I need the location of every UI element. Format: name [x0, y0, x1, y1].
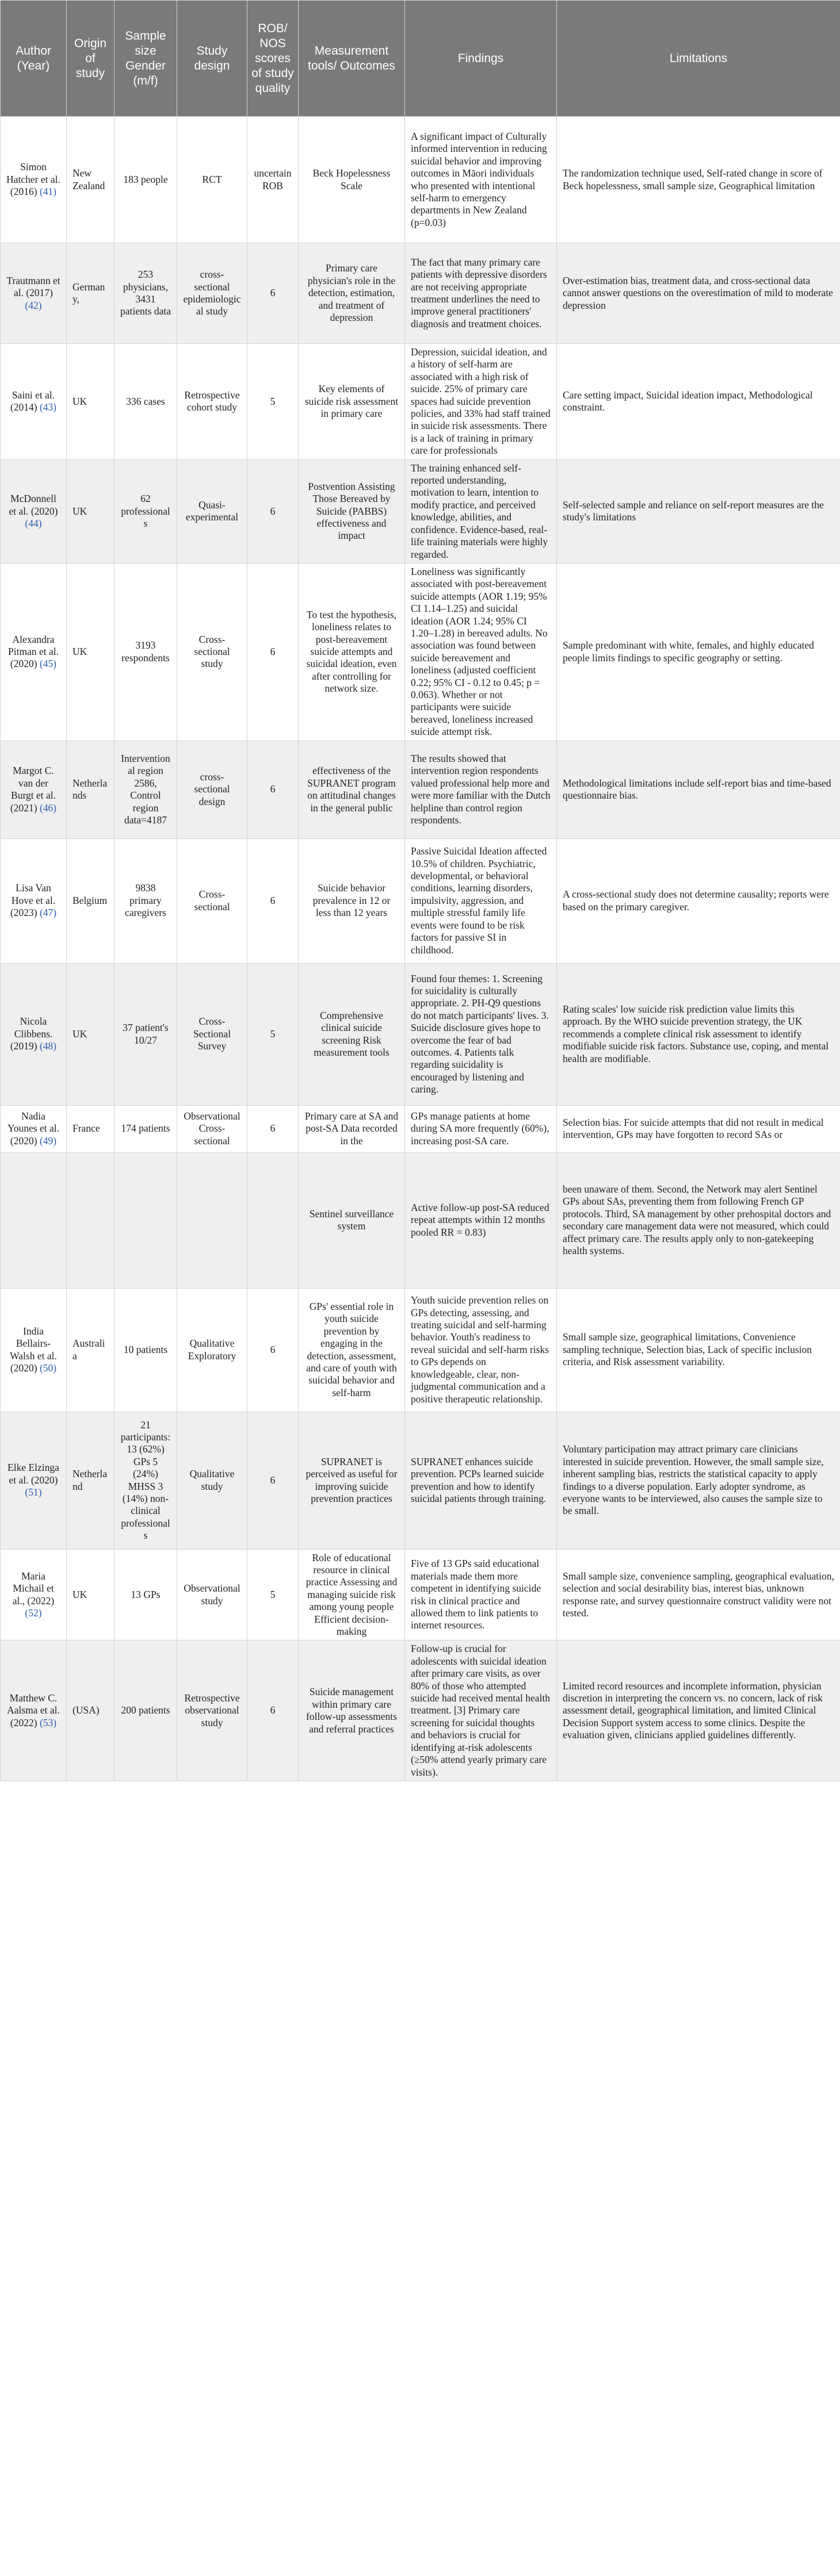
table-row [1, 459, 840, 563]
reference-link[interactable]: (48) [39, 1040, 57, 1052]
table-row [1, 243, 840, 344]
reference-link[interactable]: (43) [39, 401, 57, 413]
cell-findings-text: Follow-up is crucial for adolescents with suicidal ideation after primary care visits, as over 80% of those who attempted suicide had received mental health treatment. [3] Primary care screening for suicidal thoughts and behaviors is crucial for identifying at-risk adolescents (≥50% attend yearly primary care visits). [411, 1643, 550, 1778]
cell-design [177, 243, 247, 344]
cell-author [1, 117, 67, 243]
cell-origin-text: Germany, [72, 281, 105, 305]
cell-findings-text: A significant impact of Culturally informed intervention in reducing suicidal behavior and improving outcomes in Māori individuals who presented with intentional self-harm to emergency departments in New Zealand (p=0.03) [411, 130, 547, 228]
cell-score [247, 1105, 299, 1152]
cell-score-text: 6 [270, 505, 276, 517]
cell-design-text: Cross-sectional study [194, 633, 230, 670]
cell-author [1, 1412, 67, 1549]
cell-limitations-text: Voluntary participation may attract primary care clinicians interested in suicide prevention. However, the small sample size, inherent sampling bias, restricts the statistical capacity to apply findings to a diverse population. Early adopter syndrome, as everyone wants to be interviewed, also causes the sample size to be small. [563, 1443, 824, 1517]
cell-findings-text: Found four themes: 1. Screening for suicidality is culturally appropriate. 2. PH-Q9 questions do not match participants' lives. 3. Suicide disclosure gives hope to overcome the fear of bad outcomes. 4. Patients talk regarding suicidality is encouraged by listening and caring. [411, 972, 549, 1095]
cell-measure-text: Suicide management within primary care follow-up assessments and referral practices [306, 1686, 397, 1735]
cell-limitations [557, 459, 840, 563]
cell-design-text: Cross-Sectional Survey [193, 1015, 231, 1052]
cell-measure [299, 838, 405, 963]
cell-sample [114, 563, 177, 741]
cell-author [1, 741, 67, 838]
cell-findings-text: SUPRANET enhances suicide prevention. PCPs learned suicide prevention and how to identify suicidal patients through training. [411, 1455, 547, 1504]
cell-limitations [557, 741, 840, 838]
cell-score-text: uncertain ROB [254, 167, 292, 191]
cell-findings [405, 563, 557, 741]
cell-author-text: Alexandra Pitman et al. (2020) [8, 633, 59, 670]
cell-design [177, 1105, 247, 1152]
cell-sample [114, 963, 177, 1105]
cell-limitations-text: Self-selected sample and reliance on self-report measures are the study's limitations [563, 499, 824, 523]
cell-limitations [557, 563, 840, 741]
cell-findings [405, 459, 557, 563]
cell-sample [114, 741, 177, 838]
cell-origin [67, 1105, 114, 1152]
cell-origin [67, 459, 114, 563]
cell-origin-text: France [72, 1122, 100, 1134]
cell-origin-text: Belgium [72, 894, 108, 906]
cell-origin-text: Australia [72, 1337, 105, 1362]
cell-author-text: Margot C. van der Burgt et al. (2021) [10, 765, 56, 814]
cell-score-text: 6 [270, 783, 276, 795]
table-row [1, 1152, 840, 1288]
table-header-row [1, 1, 840, 117]
cell-sample-text: 9838 primary caregivers [125, 882, 166, 919]
cell-score-text: 6 [270, 894, 276, 906]
cell-score [247, 563, 299, 741]
cell-sample [114, 243, 177, 344]
cell-design [177, 741, 247, 838]
table-row [1, 1549, 840, 1640]
cell-limitations-text: Selection bias. For suicide attempts that did not result in medical intervention, GPs may have forgotten to record SAs or [563, 1116, 824, 1141]
table-row [1, 838, 840, 963]
cell-design [177, 838, 247, 963]
header-findings: Findings [405, 1, 557, 117]
cell-author [1, 1105, 67, 1152]
cell-design-text: Retrospective cohort study [184, 389, 240, 413]
cell-score-text: 5 [270, 1028, 276, 1040]
cell-design-text: cross-sectional design [194, 770, 230, 807]
cell-measure [299, 563, 405, 741]
cell-measure-text: Suicide behavior prevalence in 12 or less than 12 years [312, 882, 391, 919]
cell-design [177, 1288, 247, 1412]
cell-score [247, 1152, 299, 1288]
cell-score [247, 1549, 299, 1640]
cell-author-text: Nadia Younes et al. (2020) [7, 1110, 60, 1147]
cell-design [177, 563, 247, 741]
cell-score [247, 1640, 299, 1781]
reference-link[interactable]: (46) [39, 802, 57, 814]
cell-score-text: 6 [270, 646, 276, 658]
cell-design [177, 1549, 247, 1640]
cell-sample [114, 1288, 177, 1412]
cell-author [1, 1152, 67, 1288]
cell-findings [405, 741, 557, 838]
reference-link[interactable]: (44) [25, 517, 42, 529]
cell-measure-text: GPs' essential role in youth suicide prevention by engaging in the detection, assessment, and care of youth with suicidal behavior and self-harm [306, 1300, 397, 1398]
cell-limitations [557, 838, 840, 963]
cell-score [247, 344, 299, 460]
cell-origin [67, 1640, 114, 1781]
cell-measure [299, 117, 405, 243]
cell-origin [67, 117, 114, 243]
header-design: Study design [177, 1, 247, 117]
cell-findings-text: Active follow-up post-SA reduced repeat attempts within 12 months pooled RR = 0.83) [411, 1201, 549, 1238]
cell-limitations [557, 344, 840, 460]
cell-findings-text: Passive Suicidal Ideation affected 10.5% of children. Psychiatric, developmental, or behavioral conditions, learning disorders, impulsivity, aggression, and multiple stressful family life events were found to be risk factors for passive SI in childhood. [411, 845, 547, 956]
cell-limitations-text: Sample predominant with white, females, and highly educated people limits findings to specific geography or setting. [563, 639, 814, 664]
cell-origin-text: UK [72, 395, 87, 407]
cell-author [1, 1640, 67, 1781]
cell-design [177, 344, 247, 460]
cell-measure-text: Comprehensive clinical suicide screening Risk measurement tools [314, 1009, 390, 1058]
table-row [1, 117, 840, 243]
cell-design-text: Observational study [184, 1582, 240, 1607]
cell-design-text: cross-sectional epidemiological study [183, 269, 241, 317]
table-row [1, 344, 840, 460]
cell-origin-text: UK [72, 1028, 87, 1040]
cell-author-text: Simon Hatcher et al. (2016) [6, 161, 60, 198]
cell-design-text: Retrospective observational study [184, 1692, 240, 1728]
cell-author-text: Elke Elzinga et al. (2020) [7, 1462, 59, 1486]
cell-sample-text: 13 GPs [131, 1588, 161, 1600]
cell-origin-text: Netherland [72, 1468, 108, 1492]
cell-origin [67, 344, 114, 460]
cell-score [247, 459, 299, 563]
cell-sample [114, 459, 177, 563]
cell-origin-text: Netherlands [72, 777, 108, 802]
reference-link[interactable]: (45) [39, 658, 57, 670]
cell-findings-text: The fact that many primary care patients with depressive disorders are not receiving appropriate treatment underlines the need to improve general practitioners' diagnosis and treatment choices. [411, 256, 547, 329]
cell-origin-text: UK [72, 1588, 87, 1600]
cell-findings [405, 1412, 557, 1549]
cell-origin [67, 563, 114, 741]
cell-limitations-text: been unaware of them. Second, the Network may alert Sentinel GPs about SAs, preventing them from following French GP protocols. Third, SA management by other prehospital doctors and secondary care management data were not measured, which could affect primary care. The results apply only to non-gatekeeping health systems. [563, 1183, 831, 1256]
cell-author-text: Trautmann et al. (2017) [6, 274, 60, 299]
cell-origin [67, 243, 114, 344]
cell-limitations-text: Over-estimation bias, treatment data, and cross-sectional data cannot answer questions on the overestimation of mild to moderate depression [563, 274, 833, 311]
cell-measure [299, 1549, 405, 1640]
cell-author-text: India Bellairs-Walsh et al. (2020) [10, 1325, 57, 1374]
reference-link[interactable]: (47) [39, 907, 57, 919]
cell-score [247, 243, 299, 344]
cell-score-text: 6 [270, 1704, 276, 1716]
cell-limitations-text: Methodological limitations include self-report bias and time-based questionnaire bias. [563, 777, 831, 802]
cell-design-text: Qualitative Exploratory [188, 1337, 236, 1362]
cell-author [1, 1549, 67, 1640]
cell-origin-text: UK [72, 646, 87, 658]
cell-sample-text: 174 patients [121, 1122, 170, 1134]
reference-link[interactable]: (50) [39, 1362, 57, 1374]
cell-origin [67, 1412, 114, 1549]
cell-findings [405, 344, 557, 460]
cell-findings [405, 1549, 557, 1640]
cell-design [177, 117, 247, 243]
header-measure: Measurement tools/ Outcomes [299, 1, 405, 117]
cell-measure [299, 1152, 405, 1288]
cell-findings [405, 838, 557, 963]
cell-author [1, 243, 67, 344]
cell-limitations [557, 1152, 840, 1288]
cell-findings-text: The results showed that intervention region respondents valued professional help more and were more familiar with the Dutch helpline than control region respondents. [411, 752, 551, 826]
cell-measure [299, 459, 405, 563]
cell-author [1, 838, 67, 963]
cell-sample-text: Interventional region 2586, Control region data=4187 [121, 752, 170, 826]
cell-score-text: 6 [270, 287, 276, 299]
table-row [1, 963, 840, 1105]
cell-score [247, 741, 299, 838]
cell-origin [67, 1549, 114, 1640]
cell-origin-text: (USA) [72, 1704, 100, 1716]
cell-design [177, 1412, 247, 1549]
cell-measure-text: Primary care at SA and post-SA Data recorded in the [304, 1110, 399, 1147]
cell-author-text: Saini et al. (2014) [10, 389, 55, 413]
cell-findings [405, 1288, 557, 1412]
cell-findings [405, 1152, 557, 1288]
cell-score-text: 5 [270, 395, 276, 407]
cell-design-text: Observational Cross-sectional [184, 1110, 240, 1147]
cell-measure [299, 1640, 405, 1781]
cell-origin [67, 963, 114, 1105]
cell-sample-text: 37 patient's 10/27 [123, 1022, 169, 1046]
cell-score-text: 6 [270, 1122, 276, 1134]
cell-measure [299, 1412, 405, 1549]
cell-design-text: Cross-sectional [194, 888, 230, 913]
cell-score-text: 5 [270, 1588, 276, 1600]
cell-author-text: Lisa Van Hove et al. (2023) [10, 882, 56, 919]
cell-measure [299, 1105, 405, 1152]
cell-measure-text: SUPRANET is perceived as useful for improving suicide prevention practices [306, 1455, 398, 1504]
cell-limitations [557, 117, 840, 243]
cell-limitations-text: Limited record resources and incomplete information, physician discretion in interpreting the concern vs. no concern, lack of risk assessment detail, geographical limitation, and limited Clinical Decision Support system access to some clinics. Despite the evaluation given, clinicians applied guidelines differently. [563, 1680, 823, 1741]
cell-author-text: Maria Michail et al., (2022) [12, 1570, 55, 1607]
cell-findings [405, 1640, 557, 1781]
cell-findings-text: The training enhanced self-reported understanding, motivation to learn, intention to modify practice, and perceived knowledge, abilities, and confidence. Evidence-based, real-life training materials were highly regarded. [411, 462, 548, 560]
cell-measure [299, 963, 405, 1105]
cell-author [1, 563, 67, 741]
cell-design [177, 1152, 247, 1288]
cell-sample-text: 183 people [123, 173, 168, 185]
reference-link[interactable]: (49) [39, 1134, 57, 1147]
cell-measure-text: effectiveness of the SUPRANET program on attitudinal changes in the general public [307, 765, 396, 814]
cell-limitations-text: Small sample size, convenience sampling, geographical evaluation, selection and social desirability bias, interest bias, unknown response rate, and survey questionnaire construct validity were not tested. [563, 1570, 834, 1619]
header-limitations: Limitations [557, 1, 840, 117]
reference-link[interactable]: (51) [25, 1486, 42, 1498]
cell-origin [67, 1288, 114, 1412]
cell-sample-text: 200 patients [121, 1704, 170, 1716]
table-row [1, 563, 840, 741]
cell-sample [114, 1640, 177, 1781]
cell-origin [67, 1152, 114, 1288]
cell-sample-text: 21 participants: 13 (62%) GPs 5 (24%) MHSS 3 (14%) non-clinical professionals [120, 1419, 171, 1542]
cell-limitations-text: A cross-sectional study does not determine causality; reports were based on the primary caregiver. [563, 888, 829, 913]
cell-sample-text: 253 physicians, 3431 patients data [120, 269, 171, 317]
cell-score [247, 1412, 299, 1549]
cell-limitations [557, 1640, 840, 1781]
cell-sample [114, 1105, 177, 1152]
cell-measure [299, 1288, 405, 1412]
header-author: Author (Year) [1, 1, 67, 117]
cell-origin-text: UK [72, 505, 87, 517]
cell-measure-text: Primary care physician's role in the detection, estimation, and treatment of depression [307, 262, 396, 324]
cell-limitations [557, 1412, 840, 1549]
cell-origin [67, 741, 114, 838]
cell-score [247, 1288, 299, 1412]
cell-sample [114, 1412, 177, 1549]
cell-findings-text: Depression, suicidal ideation, and a history of self-harm are associated with a high risk of suicide. 25% of primary care spaces had suicide prevention policies, and 33% had staff trained in suicide risk assessments. There is a lack of training in primary care for professionals [411, 346, 551, 457]
reference-link[interactable]: (52) [25, 1607, 42, 1619]
cell-author-text: Matthew C. Aalsma et al. (2022) [7, 1692, 60, 1728]
cell-score [247, 963, 299, 1105]
cell-design-text: Quasi-experimental [185, 499, 239, 523]
cell-sample [114, 344, 177, 460]
reference-link[interactable]: (53) [39, 1716, 57, 1728]
cell-author-text: Nicola Clibbens. (2019) [10, 1015, 53, 1052]
cell-author [1, 963, 67, 1105]
cell-origin-text: New Zealand [72, 167, 105, 191]
cell-findings-text: GPs manage patients at home during SA more frequently (60%), increasing post-SA care. [411, 1110, 549, 1147]
cell-limitations [557, 1549, 840, 1640]
table-row [1, 1105, 840, 1152]
cell-score-text: 6 [270, 1474, 276, 1486]
cell-author [1, 344, 67, 460]
cell-measure-text: Postvention Assisting Those Bereaved by Suicide (PABBS) effectiveness and impact [308, 480, 395, 542]
cell-measure-text: Key elements of suicide risk assessment in primary care [304, 383, 399, 420]
cell-author [1, 1288, 67, 1412]
cell-sample [114, 1549, 177, 1640]
cell-findings [405, 963, 557, 1105]
cell-sample-text: 3193 respondents [121, 639, 170, 664]
cell-author [1, 459, 67, 563]
cell-measure [299, 243, 405, 344]
cell-sample-text: 10 patients [123, 1343, 168, 1355]
header-sample: Sample size Gender (m/f) [114, 1, 177, 117]
cell-limitations-text: The randomization technique used, Self-rated change in score of Beck hopelessness, small sample size, Geographical limitation [563, 167, 823, 191]
cell-limitations [557, 1105, 840, 1152]
cell-sample [114, 117, 177, 243]
reference-link[interactable]: (41) [39, 186, 57, 198]
cell-findings-text: Five of 13 GPs said educational materials made them more competent in identifying suicide risk in clinical practice and allowed them to link patients to internet resources. [411, 1558, 541, 1631]
cell-design [177, 963, 247, 1105]
cell-limitations-text: Small sample size, geographical limitations, Convenience sampling technique, Selection bias, Lack of specific inclusion criteria, and Risk assessment variability. [563, 1331, 812, 1368]
table-row [1, 741, 840, 838]
cell-design-text: Qualitative study [189, 1468, 235, 1492]
cell-limitations-text: Care setting impact, Suicidal ideation impact, Methodological constraint. [563, 389, 813, 413]
reference-link[interactable]: (42) [25, 299, 42, 311]
cell-findings [405, 117, 557, 243]
cell-limitations [557, 1288, 840, 1412]
cell-sample-text: 62 professionals [121, 493, 170, 529]
cell-design [177, 459, 247, 563]
header-origin: Origin of study [67, 1, 114, 117]
cell-score [247, 838, 299, 963]
table-row [1, 1288, 840, 1412]
cell-measure [299, 344, 405, 460]
cell-measure-text: To test the hypothesis, loneliness relates to post-bereavement suicide attempts and suicidal ideation, even after controlling for network size. [306, 608, 397, 695]
cell-limitations [557, 963, 840, 1105]
cell-sample-text: 336 cases [126, 395, 165, 407]
cell-design [177, 1640, 247, 1781]
cell-score [247, 117, 299, 243]
cell-score-text: 6 [270, 1343, 276, 1355]
cell-measure-text: Role of educational resource in clinical practice Assessing and managing suicide risk among young people Efficient decision-making [306, 1551, 398, 1638]
cell-findings-text: Youth suicide prevention relies on GPs detecting, assessing, and treating suicidal and self-harming behavior. Youth's readiness to reveal suicidal and self-harm risks to GPs depends on knowledgeable, clear, non-judgmental communication and a positive therapeutic relationship. [411, 1294, 549, 1405]
cell-findings [405, 1105, 557, 1152]
table-row [1, 1640, 840, 1781]
header-score: ROB/ NOS scores of study quality [247, 1, 299, 117]
cell-limitations [557, 243, 840, 344]
cell-origin [67, 838, 114, 963]
cell-limitations-text: Rating scales' low suicide risk prediction value limits this approach. By the WHO suicide prevention strategy, the UK recommends a complete clinical risk assessment to identify modifiable suicide risk factors. Substance use, coping, and mental health are modifiable. [563, 1003, 829, 1064]
cell-sample [114, 1152, 177, 1288]
cell-findings [405, 243, 557, 344]
table-row [1, 1412, 840, 1549]
cell-author-text: McDonnell et al. (2020) [9, 493, 58, 517]
cell-measure-text: Beck Hopelessness Scale [312, 167, 391, 191]
cell-measure-text: Sentinel surveillance system [309, 1208, 394, 1232]
cell-findings-text: Loneliness was significantly associated with post-bereavement suicide attempts (AOR 1.19; 95% CI 1.14–1.25) and suicidal ideation (AOR 1.24; 95% CI 1.20–1.28) in bereaved adults. No association was found between suicide bereavement and loneliness (adjusted coefficient 0.22; 95% CI - 0.12 to 0.45; p = 0.063). Whether or not participants were suicide bereaved, loneliness increased suicide attempt risk. [411, 565, 548, 738]
cell-design-text: RCT [202, 173, 222, 185]
table-body [1, 117, 840, 1781]
cell-measure [299, 741, 405, 838]
cell-sample [114, 838, 177, 963]
